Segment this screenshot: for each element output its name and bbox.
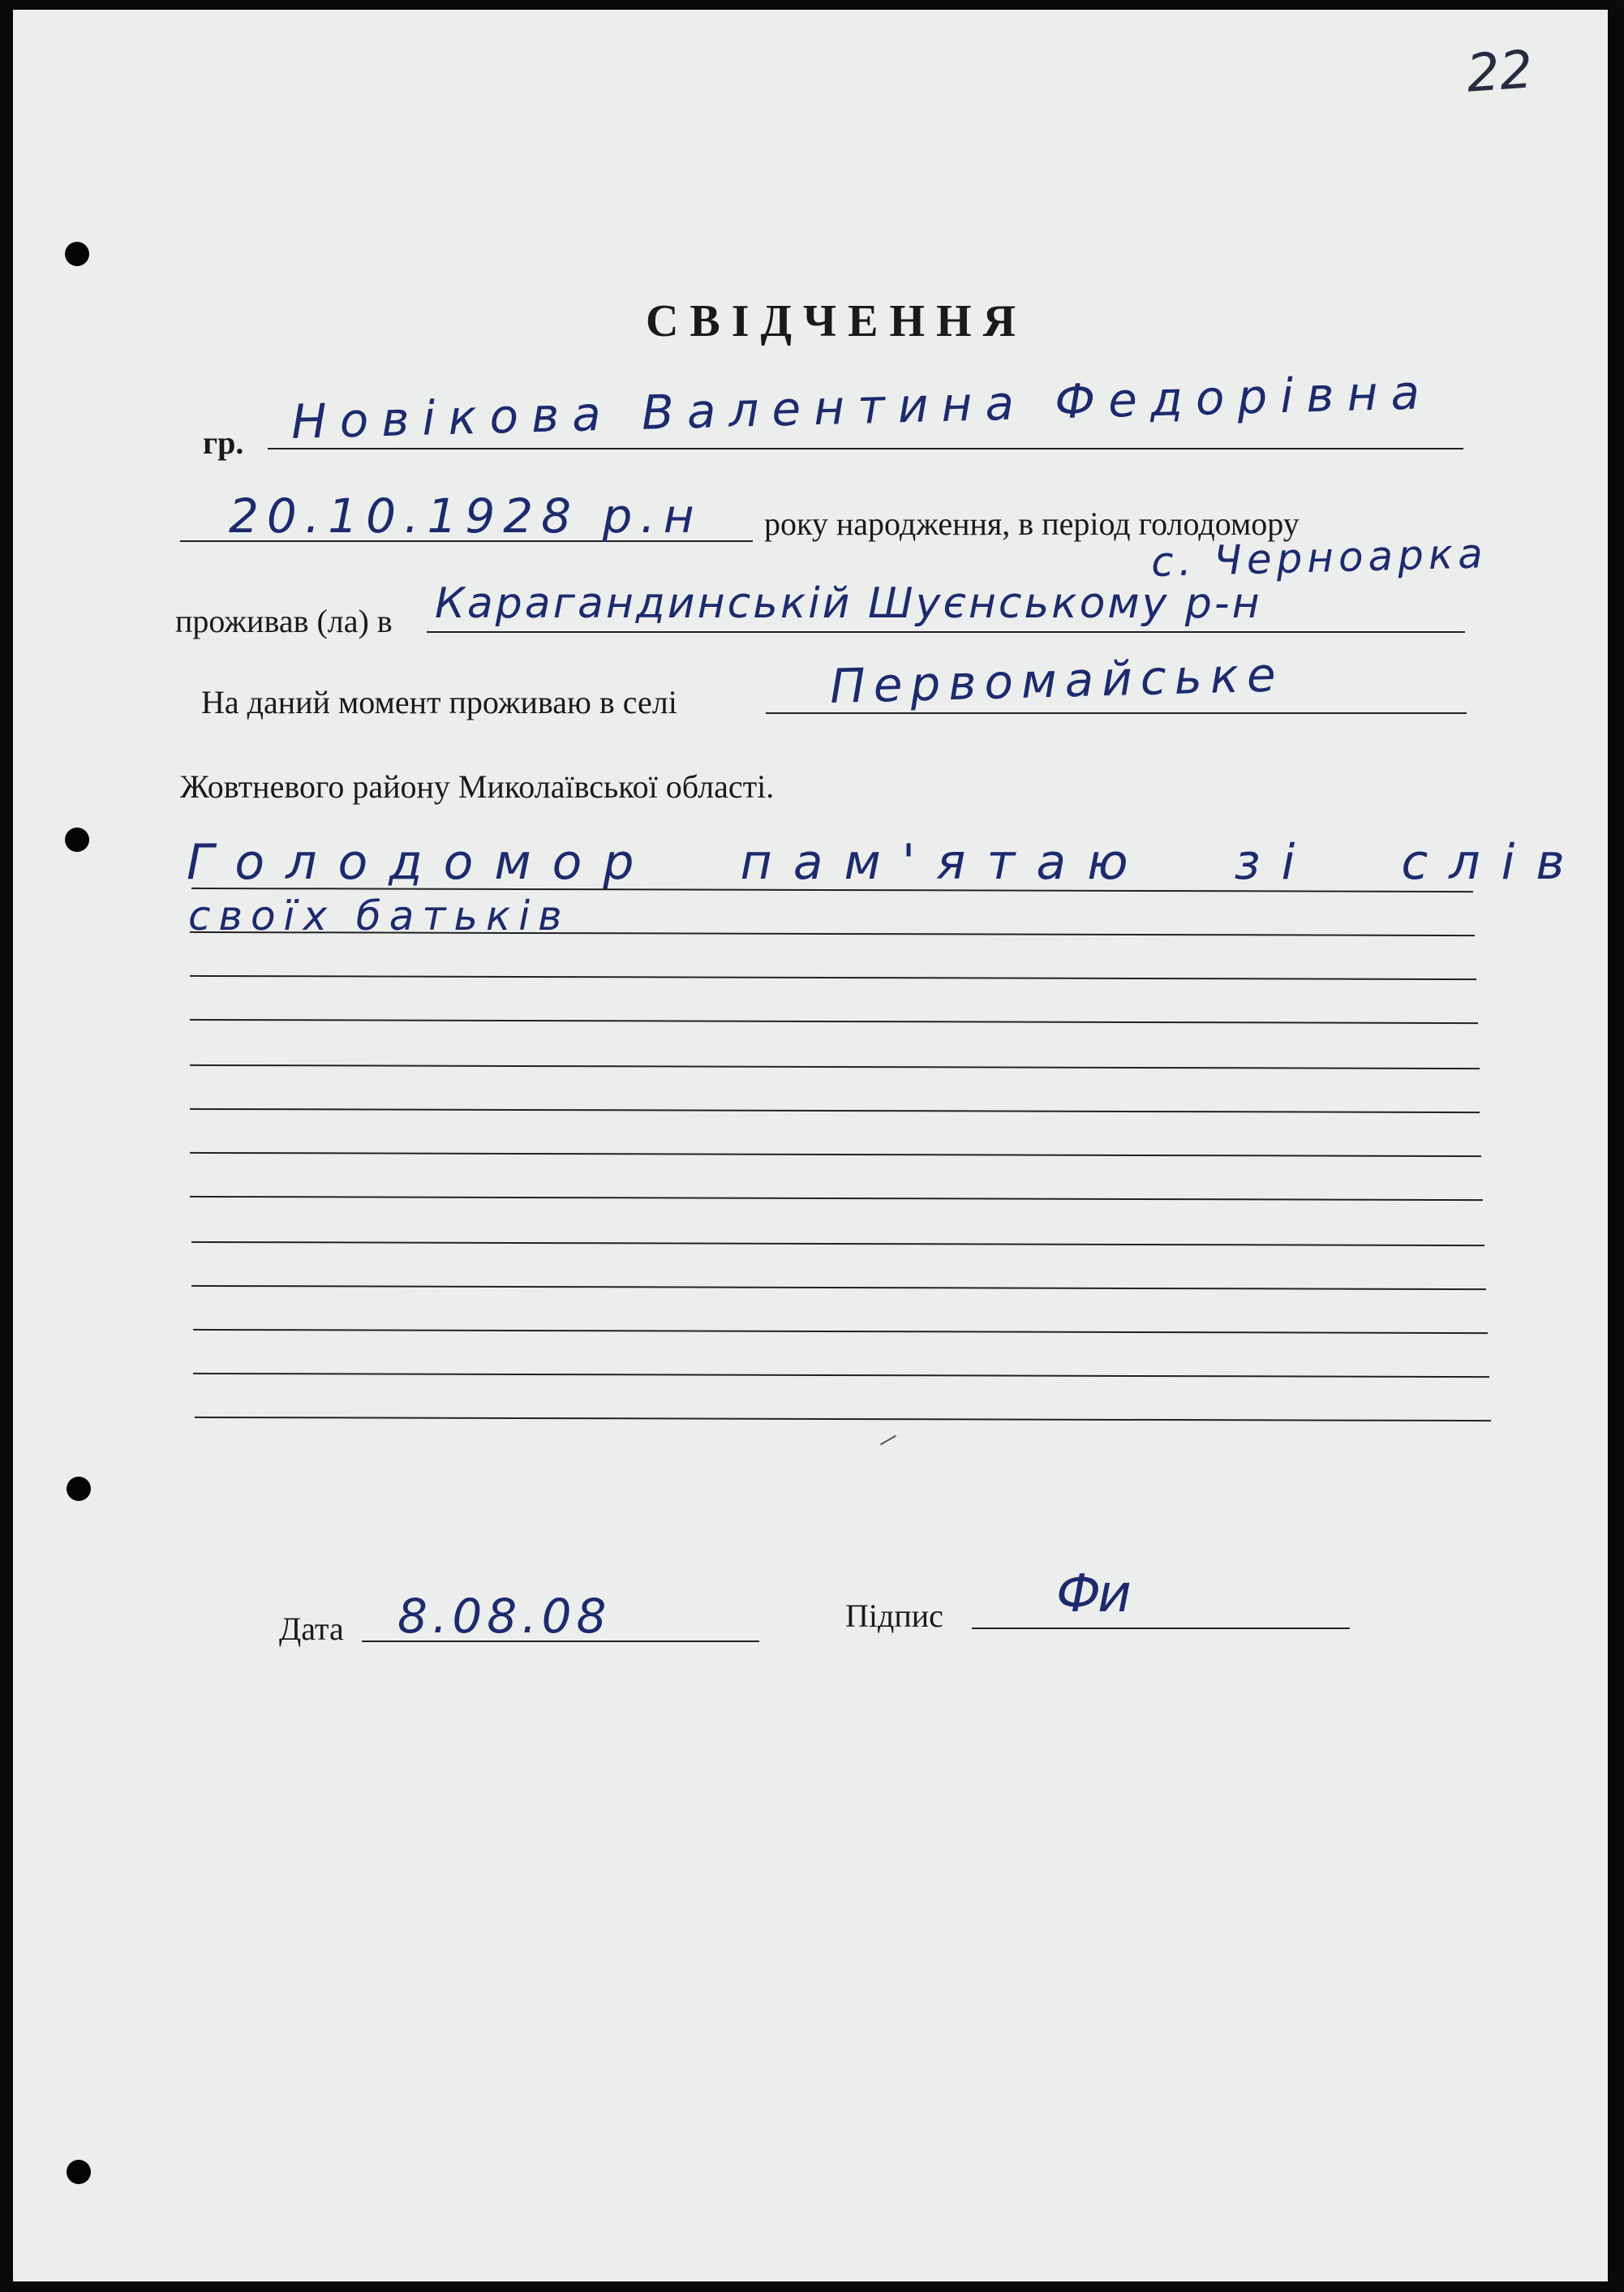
citizen-prefix-label: гр. [203, 424, 244, 461]
testimony-line-2-handwritten: своїх батьків [188, 892, 570, 940]
testimony-line [190, 1019, 1478, 1024]
testimony-line [190, 1196, 1483, 1201]
testimony-line [190, 1152, 1481, 1157]
punch-hole-2 [65, 828, 89, 852]
page-title: СВІДЧЕННЯ [645, 296, 1028, 346]
current-residence-label: На даний момент проживаю в селі [201, 684, 677, 720]
district-label: Жовтневого району Миколаївської області. [180, 768, 775, 805]
full-name-handwritten: Новікова Валентина Федорівна [290, 364, 1433, 449]
testimony-form-page [13, 10, 1608, 2281]
village-note-handwritten: с. Черноарка [1150, 530, 1489, 586]
testimony-line [190, 1108, 1480, 1113]
testimony-line [193, 1373, 1489, 1378]
lived-place-handwritten: Карагандинській Шуєнському р-н [435, 579, 1262, 628]
stray-pen-mark [880, 1435, 896, 1446]
lived-in-label: проживав (ла) в [175, 603, 393, 639]
testimony-line [191, 1285, 1486, 1290]
punch-hole-4 [67, 2160, 91, 2184]
testimony-line [190, 975, 1476, 980]
current-village-handwritten: Первомайське [829, 647, 1285, 714]
birth-year-label: року народження, в період голодомору [764, 505, 1300, 542]
testimony-line-1-handwritten: Голодомор пам'ятаю зі слів [187, 834, 1586, 891]
punch-hole-3 [67, 1477, 91, 1501]
punch-hole-1 [65, 242, 89, 266]
signature-handwritten: Фи [1056, 1564, 1128, 1624]
signature-field-line [972, 1628, 1350, 1629]
date-handwritten: 8.08.08 [397, 1589, 612, 1644]
testimony-line [193, 1329, 1488, 1334]
lived-place-field-line [427, 631, 1465, 633]
date-label: Дата [279, 1610, 344, 1647]
name-field-line [268, 448, 1463, 449]
testimony-line [191, 1241, 1484, 1246]
page-number: 22 [1464, 40, 1535, 105]
testimony-line [190, 1064, 1480, 1069]
signature-label: Підпис [845, 1598, 943, 1634]
birth-date-handwritten: 20.10.1928 р.н [229, 488, 702, 544]
testimony-line [195, 1417, 1491, 1421]
